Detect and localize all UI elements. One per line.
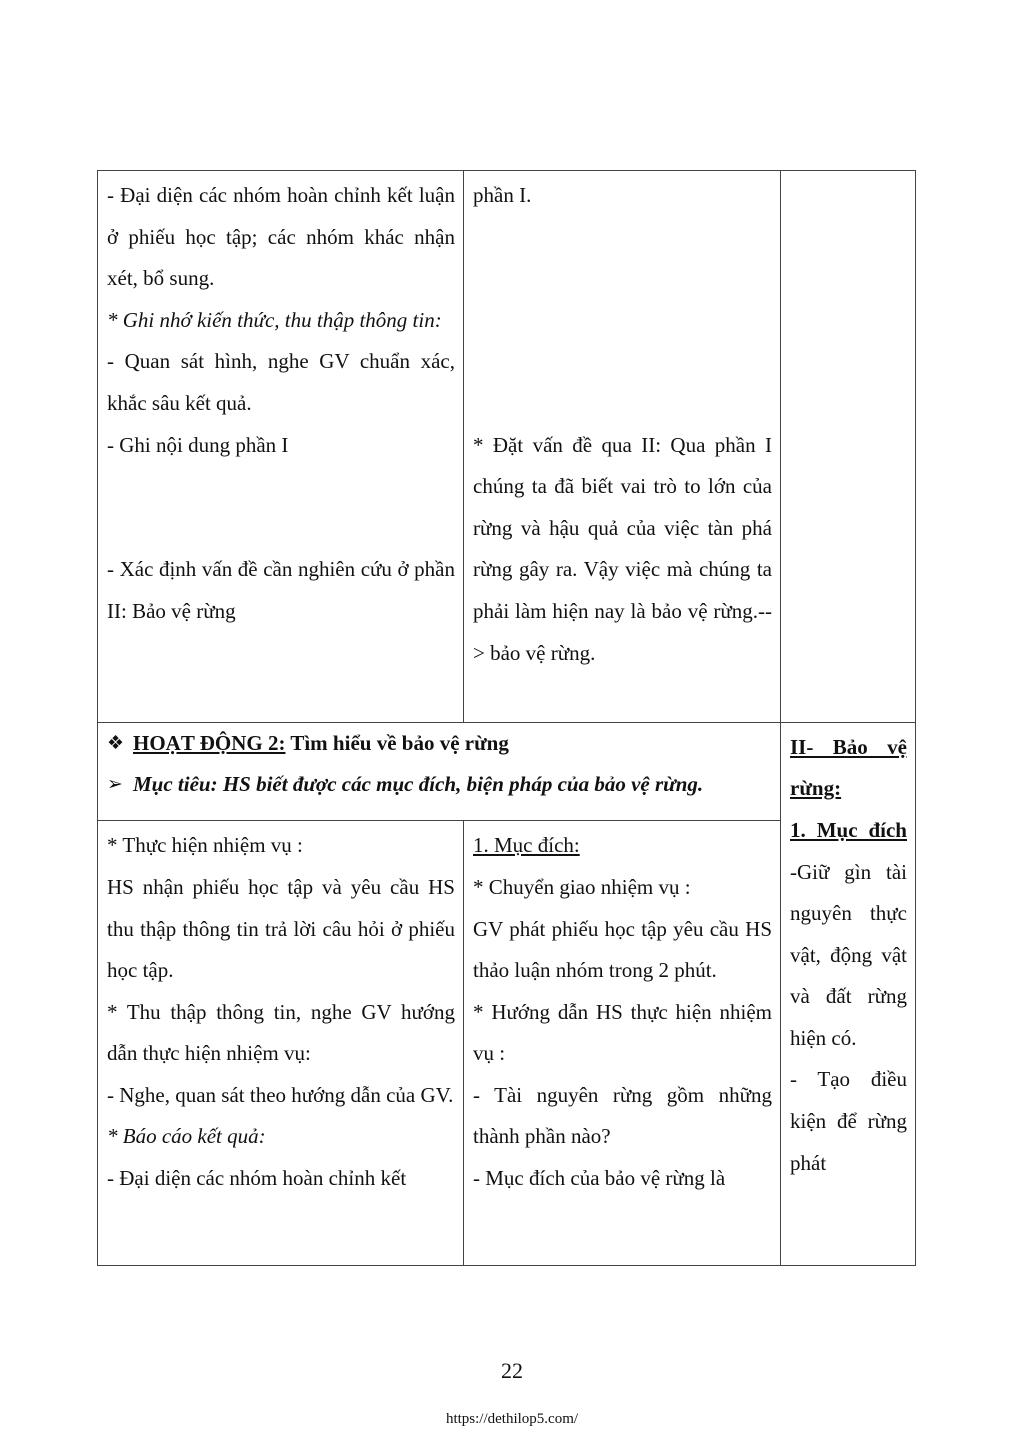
spacer <box>473 217 772 259</box>
lesson-table <box>97 170 916 1266</box>
page-number: 22 <box>501 1358 523 1383</box>
paragraph: - Xác định vấn đề cần nghiên cứu ở phần II: Bảo vệ rừng <box>107 557 455 623</box>
diamond-bullet-icon: ❖ <box>107 732 125 754</box>
activity-name: Tìm hiểu về bảo vệ rừng <box>285 730 509 755</box>
paragraph: -Giữ gìn tài nguyên thực vật, động vật và đất rừng hiện có. <box>790 859 907 1050</box>
paragraph: * Ghi nhớ kiến thức, thu thập thông tin: <box>107 307 442 332</box>
paragraph: * Thực hiện nhiệm vụ : <box>107 833 303 858</box>
spacer <box>473 258 772 341</box>
paragraph: - Tài nguyên rừng gồm những thành phần nào? <box>473 1082 772 1149</box>
paragraph: phần I. <box>473 183 532 207</box>
spacer <box>107 633 455 716</box>
paragraph: - Ghi nội dung phần I <box>107 432 289 457</box>
paragraph: * Chuyển giao nhiệm vụ : <box>473 874 691 899</box>
paragraph: - Đại diện các nhóm hoàn chỉnh kết <box>107 1166 407 1191</box>
paragraph: - Đại diện các nhóm hoàn chỉnh kết luận ở phiếu học tập; các nhóm khác nhận xét, bổ sung. <box>107 183 455 291</box>
paragraph: - Tạo điều kiện để rừng phát <box>790 1067 907 1175</box>
paragraph: HS nhận phiếu học tập và yêu cầu HS thu thập thông tin trả lời câu hỏi ở phiếu học tập. <box>107 874 455 983</box>
activity-label: HOẠT ĐỘNG 2: <box>133 730 286 755</box>
section-heading: II- Bảo vệ rừng: <box>790 734 907 801</box>
objective-text: Mục tiêu: HS biết được các mục đích, biện pháp của bảo vệ rừng. <box>133 772 704 797</box>
teacher-activity-cell <box>464 171 781 723</box>
arrow-bullet-icon: ➢ <box>107 774 123 796</box>
student-activity-cell <box>98 171 464 723</box>
paragraph: * Thu thập thông tin, nghe GV hướng dẫn thực hiện nhiệm vụ: <box>107 999 455 1066</box>
student-activity-cell <box>98 821 464 1265</box>
subsection-heading: 1. Mục đích <box>790 817 907 842</box>
paragraph: - Quan sát hình, nghe GV chuẩn xác, khắc sâu kết quả. <box>107 349 455 415</box>
subsection-title: 1. Mục đích: <box>473 833 580 858</box>
content-cell <box>781 722 916 1265</box>
teacher-activity-cell <box>464 821 781 1265</box>
paragraph: * Hướng dẫn HS thực hiện nhiệm vụ : <box>473 999 772 1066</box>
paragraph: - Mục đích của bảo vệ rừng là <box>473 1166 726 1191</box>
activity-title <box>107 723 770 765</box>
spacer <box>107 466 455 549</box>
paragraph: * Báo cáo kết quả: <box>107 1124 266 1149</box>
activity-heading-cell <box>98 722 781 821</box>
footer-url[interactable]: https://dethilop5.com/ <box>445 1411 579 1427</box>
paragraph: - Nghe, quan sát theo hướng dẫn của GV. <box>107 1082 454 1107</box>
table-row <box>98 722 916 821</box>
table-row <box>98 171 916 723</box>
paragraph: GV phát phiếu học tập yêu cầu HS thảo luận nhóm trong 2 phút. <box>473 916 772 983</box>
paragraph: * Đặt vấn đề qua II: Qua phần I chúng ta đã biết vai trò to lớn của rừng và hậu quả của việc tàn phá rừng gây ra. Vậy việc mà chúng ta phải làm hiện nay là bảo vệ rừng.--> bảo vệ rừng. <box>473 432 772 665</box>
spacer <box>473 341 772 424</box>
objective <box>107 764 770 806</box>
content-cell <box>781 171 916 723</box>
